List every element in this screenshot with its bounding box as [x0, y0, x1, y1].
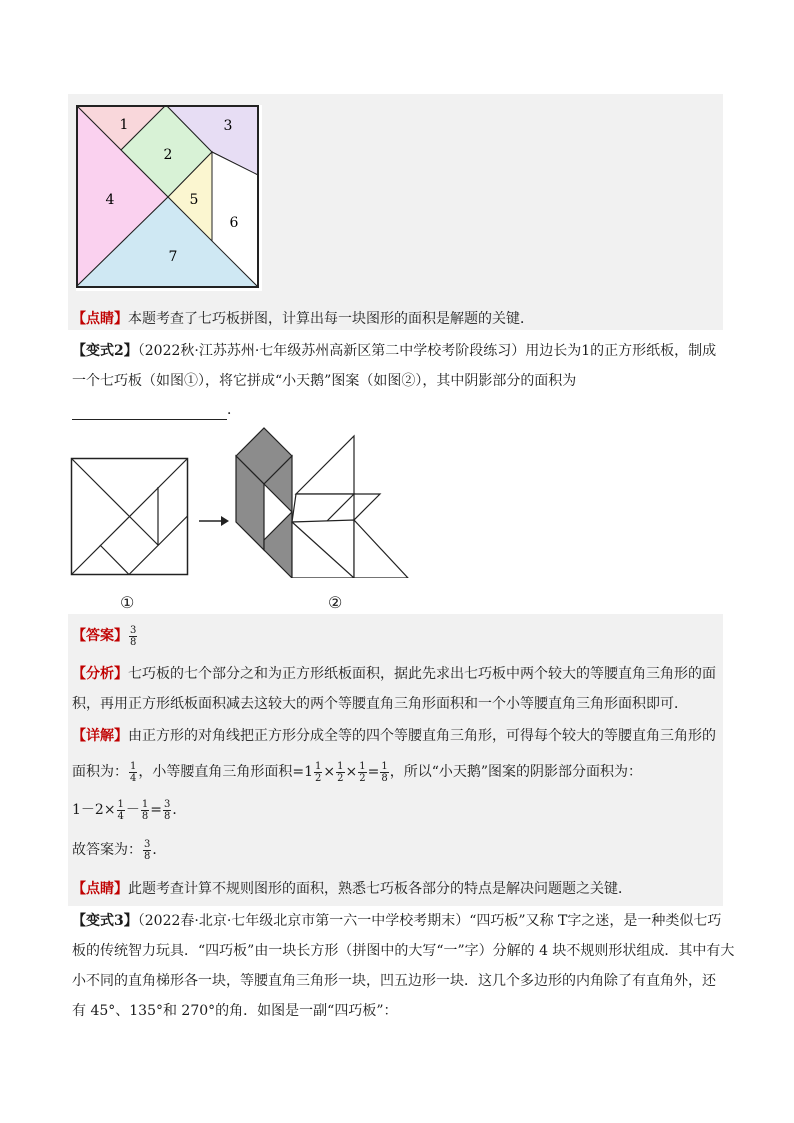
piece-label-1: 1	[119, 117, 129, 133]
variant3-tag: 【变式3】	[72, 913, 138, 929]
frac-den: 2	[337, 772, 344, 784]
dianjing-1	[72, 309, 722, 329]
answer-line	[72, 624, 722, 648]
frac-num: 3	[164, 798, 171, 810]
variant2-end-punct: ．	[227, 402, 241, 418]
answer-numerator: 3	[130, 624, 137, 636]
analysis-text2: 积，再用正方形纸板面积减去这较大的两个等腰直角三角形面积和一个小等腰直角三角形面积即可．	[72, 696, 688, 712]
variant3-text4: 有 45°、135°和 270°的角．如图是一副“四巧板”：	[72, 1003, 398, 1019]
variant3-line2	[72, 941, 735, 961]
piece-label-4: 4	[105, 192, 115, 208]
arrow-icon	[199, 514, 229, 528]
frac-num: 1	[337, 760, 344, 772]
swan-wing-mid	[292, 494, 354, 522]
piece-label-5: 5	[189, 192, 199, 208]
frac-den: 8	[381, 772, 388, 784]
frac-num: 1	[359, 760, 366, 772]
frac-den: 8	[141, 810, 149, 822]
detail-text4-prefix: 故答案为：	[72, 842, 142, 858]
tangram-figure-plain	[70, 457, 190, 577]
answer-tag: 【答案】	[72, 628, 128, 644]
variant2-line2	[72, 371, 722, 391]
frac-num: 1	[130, 760, 137, 772]
frac-den: 2	[359, 772, 366, 784]
frac-num: 1	[141, 798, 149, 810]
period: ．	[172, 802, 187, 818]
detail-line1	[72, 726, 722, 746]
piece-label-7: 7	[168, 249, 178, 265]
piece-label-3: 3	[223, 118, 233, 134]
minus-sign: －	[125, 802, 140, 818]
frac-den: 4	[117, 810, 124, 822]
frac-den: 4	[130, 772, 137, 784]
times-sign: ×	[345, 764, 358, 780]
dianjing-tag: 【点睛】	[72, 311, 128, 327]
dianjing2-tag: 【点睛】	[72, 881, 128, 897]
swan-tail-top	[354, 494, 380, 520]
variant3-line1	[72, 911, 722, 931]
figure-label-2: ②	[328, 593, 343, 612]
variant3-text1: （2022春·北京·七年级北京市第一六一中学校考期末）“四巧板”又称 T字之迷，是一种类似七巧	[137, 913, 722, 929]
variant2-tag: 【变式2】	[72, 343, 138, 359]
detail-line4	[72, 836, 722, 864]
frac-num: 1	[381, 760, 388, 772]
equals-sign: =	[150, 802, 163, 818]
detail-text1: 由正方形的对角线把正方形分成全等的四个等腰直角三角形，可得每个较大的等腰直角三角形的	[128, 728, 716, 744]
analysis-line2	[72, 694, 722, 714]
detail-text2-suffix: ，所以“小天鹅”图案的阴影部分面积为：	[389, 764, 643, 780]
piece-label-6: 6	[229, 215, 239, 231]
analysis-tag: 【分析】	[72, 666, 128, 682]
dianjing2-text: 此题考查计算不规则图形的面积，熟悉七巧板各部分的特点是解决问题题之关键．	[128, 881, 632, 897]
piece-label-2: 2	[163, 147, 173, 163]
frac-den: 8	[164, 810, 171, 822]
swan-body-shade	[264, 512, 292, 578]
variant2-text1: （2022秋·江苏苏州·七年级苏州高新区第二中学校考阶段练习）用边长为1的正方形纸板，制成	[137, 343, 717, 359]
variant2-line3	[72, 400, 722, 420]
detail-text2-mid: ，小等腰直角三角形面积=1	[138, 764, 314, 780]
answer-blank	[72, 405, 227, 420]
tangram-figure-1	[76, 105, 262, 291]
frac-num: 1	[315, 760, 322, 772]
analysis-text1: 七巧板的七个部分之和为正方形纸板面积，据此先求出七巧板中两个较大的等腰直角三角形的面	[128, 666, 716, 682]
frac-den: 8	[144, 850, 151, 862]
detail-text2-prefix: 面积为：	[72, 764, 128, 780]
swan-tail	[354, 520, 408, 578]
variant3-text2: 板的传统智力玩具．“四巧板”由一块长方形（拼图中的大写“一”字）分解的 4 块不规则形状组成．其中有大	[72, 943, 735, 959]
detail-tag: 【详解】	[72, 728, 128, 744]
variant2-line1	[72, 341, 722, 361]
equals-sign: =	[367, 764, 380, 780]
variant3-line3	[72, 971, 722, 991]
variant3-text3: 小不同的直角梯形各一块，等腰直角三角形一块，凹五边形一块．这几个多边形的内角除了有直角外，还	[72, 973, 716, 989]
answer-denominator: 8	[130, 636, 137, 648]
frac-den: 2	[315, 772, 322, 784]
times-sign: ×	[323, 764, 336, 780]
swan-figure	[230, 426, 412, 578]
frac-num: 3	[144, 838, 151, 850]
dianjing-2	[72, 879, 722, 899]
period: ．	[152, 842, 167, 858]
figure-label-1: ①	[120, 593, 135, 612]
variant3-line4	[72, 1001, 722, 1021]
analysis-line1	[72, 664, 722, 684]
detail-line3	[72, 796, 722, 824]
detail-text3-prefix: 1－2×	[72, 802, 116, 818]
dianjing-text: 本题考查了七巧板拼图，计算出每一块图形的面积是解题的关键．	[128, 311, 534, 327]
swan-wing-top	[296, 436, 354, 494]
detail-line2	[72, 758, 722, 786]
frac-num: 1	[117, 798, 124, 810]
variant2-text2: 一个七巧板（如图①），将它拼成“小天鹅”图案（如图②），其中阴影部分的面积为	[72, 373, 577, 389]
